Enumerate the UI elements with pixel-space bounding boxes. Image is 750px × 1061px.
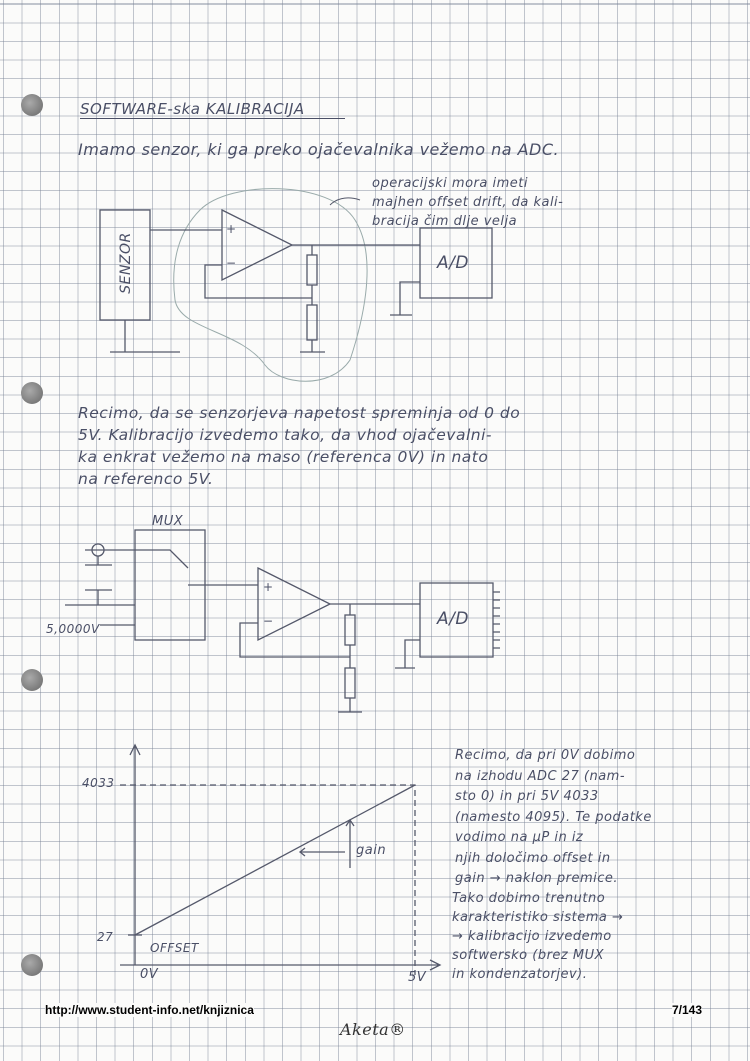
conclusion-line: Tako dobimo trenutno [452, 891, 606, 906]
conclusion-line: karakteristiko sistema → [452, 910, 624, 925]
x-left-label: 0V [140, 967, 159, 982]
conclusion-line: softwersko (brez MUX [452, 948, 605, 963]
explanation-line: na izhodu ADC 27 (nam- [455, 768, 626, 784]
highlight-blob [174, 189, 367, 382]
y-bottom-label: 27 [97, 930, 114, 944]
explanation-line: vodimo na µP in iz [455, 830, 584, 845]
minus-label: − [226, 256, 237, 270]
y-top-label: 4033 [82, 776, 115, 790]
paragraph-line: 5V. Kalibracijo izvedemo tako, da vhod ojačevalni- [78, 426, 492, 444]
mux-label: MUX [152, 514, 184, 529]
explanation-line: Recimo, da pri 0V dobimo [455, 748, 636, 763]
brand-logo: Aketa® [340, 1020, 406, 1039]
explanation-line: (namesto 4095). Te podatke [455, 809, 652, 825]
plus-label: + [226, 222, 237, 236]
page-title: SOFTWARE-ska KALIBRACIJA [80, 100, 345, 119]
paragraph-line: ka enkrat vežemo na maso (referenca 0V) in nato [78, 448, 489, 466]
note-arrow [330, 198, 360, 205]
x-axis [120, 960, 440, 970]
y-axis [130, 745, 140, 965]
opamp2 [258, 568, 330, 640]
explanation-line: sto 0) in pri 5V 4033 [455, 789, 599, 804]
gain-label: gain [356, 843, 387, 858]
resistor [307, 305, 317, 340]
explanation [455, 746, 652, 890]
page-number: 7/143 [672, 1003, 703, 1017]
note-line: majhen offset drift, da kali- [372, 195, 564, 210]
resistor [345, 668, 355, 698]
resistor [307, 255, 317, 285]
intro-text: Imamo senzor, ki ga preko ojačevalnika vežemo na ADC. [78, 140, 560, 159]
gain-arrow [300, 820, 354, 868]
paragraph-line: na referenco 5V. [78, 470, 214, 488]
reference-voltage-label: 5,0000V [46, 622, 100, 636]
resistor [345, 615, 355, 645]
explanation-line: gain → naklon premice. [455, 871, 619, 886]
conclusion-line: in kondenzatorjev). [452, 967, 588, 982]
adc-label-2: A/D [437, 609, 469, 629]
explanation-line: njih določimo offset in [455, 850, 611, 866]
x-right-label: 5V [408, 970, 427, 985]
characteristic-line [135, 785, 415, 935]
paragraph [78, 402, 520, 490]
offset-label: OFFSET [150, 941, 199, 955]
adc-label-1: A/D [437, 253, 469, 273]
conclusion [452, 889, 623, 984]
sensor-label: SENZOR [117, 232, 134, 294]
footer-url-link[interactable]: http://www.student-info.net/knjiznica [45, 1003, 254, 1017]
note-line: bracija čim dlje velja [372, 214, 518, 229]
paragraph-line: Recimo, da se senzorjeva napetost spreminja od 0 do [78, 404, 521, 422]
note-line: operacijski mora imeti [372, 176, 528, 191]
minus-label: − [263, 614, 274, 628]
plus-label: + [263, 580, 274, 594]
conclusion-line: → kalibracijo izvedemo [452, 929, 612, 944]
